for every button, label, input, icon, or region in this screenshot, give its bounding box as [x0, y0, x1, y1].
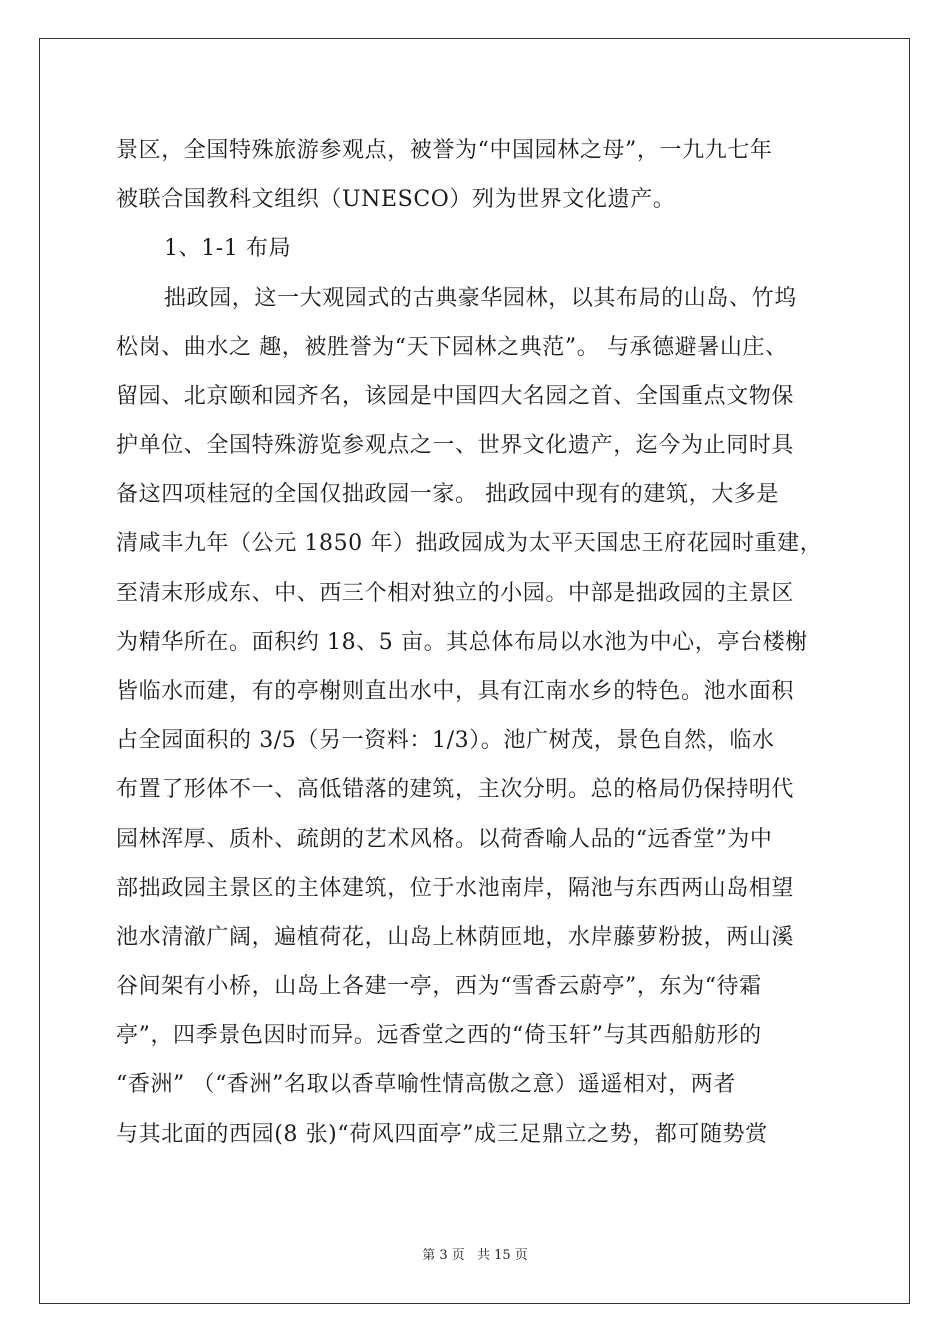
text-line: 被联合国教科文组织（UNESCO）列为世界文化遗产。 [116, 187, 676, 212]
text-line: 松岗、曲水之 趣，被胜誉为“天下园林之典范”。 与承德避暑山庄、 [116, 335, 788, 360]
text-line: 与其北面的西园(8 张)“荷风四面亭”成三足鼎立之势，都可随势赏 [116, 1122, 768, 1147]
page-footer [0, 1244, 950, 1263]
text-line: 备这四项桂冠的全国仅拙政园一家。 拙政园中现有的建筑，大多是 [116, 482, 779, 507]
text-line: 池水清澈广阔，遍植荷花，山岛上林荫匝地，水岸藤萝粉披，两山溪 [116, 925, 795, 950]
text-line: 护单位、全国特殊游览参观点之一、世界文化遗产，迄今为止同时具 [116, 433, 795, 458]
section-heading: 1、1-1 布局 [164, 236, 292, 261]
text-line: 亭”，四季景色因时而异。远香堂之西的“倚玉轩”与其西船舫形的 [116, 1023, 762, 1048]
paragraph-first-line: 拙政园，这一大观园式的古典豪华园林，以其布局的山岛、竹坞 [164, 286, 797, 311]
text-line: 谷间架有小桥，山岛上各建一亭，西为“雪香云蔚亭”，东为“待霜 [116, 974, 762, 999]
text-line: 为精华所在。面积约 18、5 亩。其总体布局以水池为中心，亭台楼榭 [116, 630, 808, 655]
text-line: 皆临水而建，有的亭榭则直出水中，具有江南水乡的特色。池水面积 [116, 679, 795, 704]
page-number: 第 3 页 [422, 1248, 465, 1263]
text-line: “香洲” （“香洲”名取以香草喻性情高傲之意）遥遥相对，两者 [116, 1072, 736, 1097]
text-line: 留园、北京颐和园齐名，该园是中国四大名园之首、全国重点文物保 [116, 384, 795, 409]
text-line: 布置了形体不一、高低错落的建筑，主次分明。总的格局仍保持明代 [116, 777, 795, 802]
text-line: 占全园面积的 3/5（另一资料：1/3）。池广树茂，景色自然，临水 [116, 728, 775, 753]
text-line: 至清末形成东、中、西三个相对独立的小园。中部是拙政园的主景区 [116, 581, 795, 606]
text-line: 景区，全国特殊旅游参观点，被誉为“中国园林之母”，一九九七年 [116, 138, 773, 163]
page-total: 共 15 页 [476, 1248, 528, 1263]
text-line: 清咸丰九年（公元 1850 年）拙政园成为太平天国忠王府花园时重建， [116, 531, 823, 556]
text-line: 园林浑厚、质朴、疏朗的艺术风格。以荷香喻人品的“远香堂”为中 [116, 827, 773, 852]
text-line: 部拙政园主景区的主体建筑，位于水池南岸，隔池与东西两山岛相望 [116, 876, 795, 901]
